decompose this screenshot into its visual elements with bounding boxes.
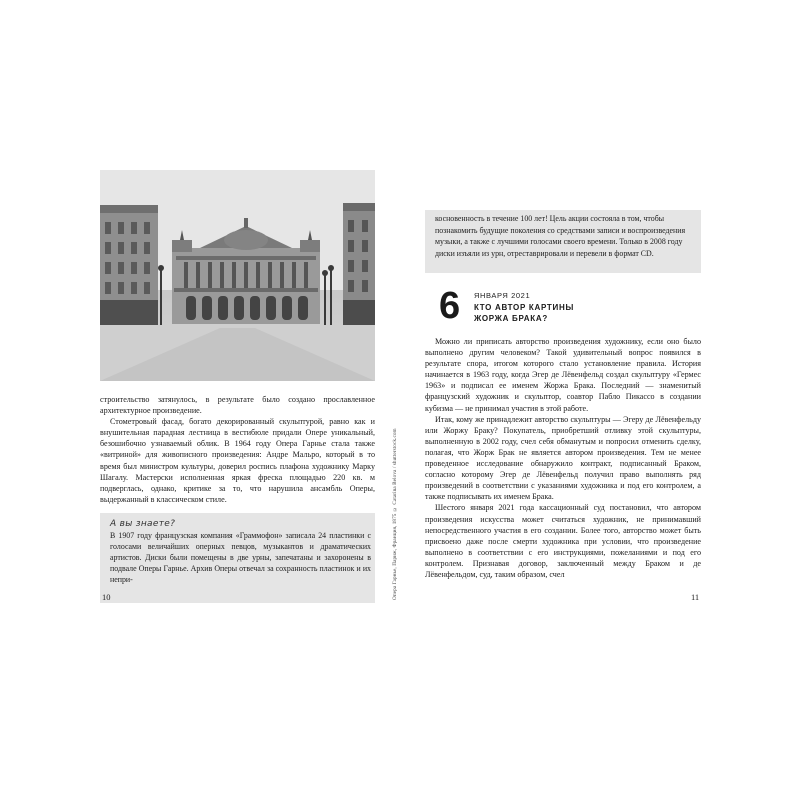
right-body-text [425, 336, 701, 580]
left-page [100, 170, 375, 610]
sidebar-continued-text: косновенность в течение 100 лет! Цель акции состояла в том, чтобы познакомить будущие поколения со средствами записи и воспроизведения музыки, а также с лучшими голосами своего времени. Только в 2008 году диски изъяли из урн, отреставрировали и перевели в формат CD. [435, 214, 686, 258]
sidebar-text: В 1907 году французская компания «Граммофон» записала 24 пластинки с голосами величайших оперных певцов, музыкантов и драматических артистов. Диски были помещены в две урны, запечатаны и захоронены в подвале Оперы Гарнье. Архив Оперы отвечал за сохранность пластинок и их непри- [110, 531, 371, 584]
right-page [425, 200, 701, 610]
heading-line: ЖОРЖА БРАКА? [474, 314, 548, 323]
date-heading-block [439, 285, 699, 330]
photo-credit-caption: Опера Гарнье, Париж, Франция, 1875 © Catarina Belova / shutterstock.com [392, 428, 398, 600]
heading-line: КТО АВТОР КАРТИНЫ [474, 303, 574, 312]
paragraph: Шестого января 2021 года кассационный суд постановил, что автором произведения искусства может считаться художник, не принимавший непосредственного участия в его создании. Более того, авторство может быть присвоено даже после смерти художника при условии, что произведение выполнено в соответствии с его инструкциями, пожеланиями и под его контролем. Признавая договор, заключенный между Браком и де Лёвенфельдом, суд, таким образом, счел [425, 503, 701, 579]
paragraph: строительство затянулось, в результате было создано прославленное архитектурное произведение. [100, 395, 375, 416]
date-month-year: ЯНВАРЯ 2021 [474, 291, 531, 300]
page-number-left: 10 [102, 592, 111, 602]
left-body-text [100, 394, 375, 505]
paragraph: Стометровый фасад, богато декорированный скульптурой, равно как и внушительная парадная лестница в вестибюле придали Опере уникальный, безошибочно узнаваемый облик. В 1964 году Опера Гарнье стала также «витриной» для живописного произведения: Андре Мальро, который в то время был министром культуры, доверил роспись плафона художнику Марку Шагалу. Мастерски исполненная яркая фреска площадью 220 кв. м подверглась, однако, критике за то, что нарушила ансамбль Оперы, выдержанный в классическом стиле. [100, 417, 375, 504]
paragraph: Можно ли приписать авторство произведения художнику, если оно было выполнено другим человеком? Такой удивительный вопрос появился в результате спора, итогом которого стало установление правила. История начинается в 1963 году, когда Эгер де Лёвенфельд создал скульптуру «Гермес 1963» и подписал ее именем Жоржа Брака. Последний — знаменитый французский художник и скульптор, соавтор Пабло Пикассо в создании кубизма — не принимал участия в этой работе. [425, 337, 701, 413]
date-number: 6 [439, 285, 461, 327]
sidebar-title: А вы знаете? [110, 519, 176, 529]
page-number-right: 11 [691, 592, 700, 602]
paragraph: Итак, кому же принадлежит авторство скульптуры — Эгеру де Лёвенфельду или Жоржу Браку? Покупатель, приобретший отливку этой скульптуры, выполненную в 2002 году, счел себя обманутым и попросил отменить сделку, полагая, что Жорж Брак не является автором произведения. Тем не менее проведенное исследование обнаружило контракт, подписанный Браком, согласно которому Эгер де Лёвенфельд получил право выполнять ряд произведений в соответствии с указаниями художника и под его контролем, а также подписывать их именем Брака. [425, 414, 701, 502]
opera-garnier-photo [100, 170, 375, 381]
did-you-know-sidebar [100, 513, 375, 603]
continued-sidebar-box [425, 210, 701, 273]
article-heading [474, 302, 634, 324]
